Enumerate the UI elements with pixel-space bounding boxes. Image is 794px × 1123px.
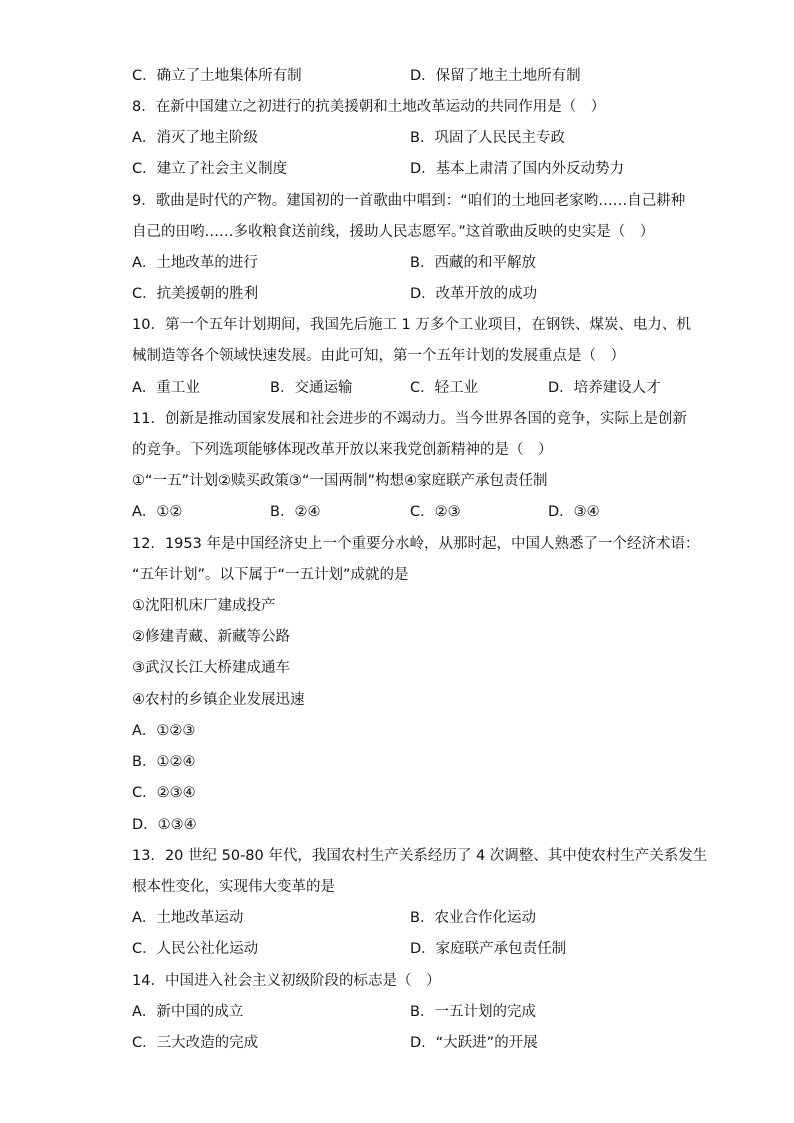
q7-option-d: D．保留了地主土地所有制 xyxy=(410,68,581,84)
q10-option-d: D．培养建设人才 xyxy=(548,380,661,396)
q10-option-c: C．轻工业 xyxy=(410,380,479,396)
q12-stem-line2: “五年计划”。以下属于“一五计划”成就的是 xyxy=(132,567,409,583)
q12-option-a: A．①②③ xyxy=(132,723,196,739)
q11-items: ①“一五”计划②赎买政策③“一国两制”构想④家庭联产承包责任制 xyxy=(132,473,548,489)
q13-option-d: D．家庭联产承包责任制 xyxy=(410,941,567,957)
q8-stem: 8．在新中国建立之初进行的抗美援朝和土地改革运动的共同作用是（ ） xyxy=(132,99,606,115)
q9-option-d: D．改革开放的成功 xyxy=(410,286,538,302)
q12-item-2: ②修建青藏、新藏等公路 xyxy=(132,629,290,645)
q14-stem: 14．中国进入社会主义初级阶段的标志是（ ） xyxy=(132,973,441,989)
q13-option-b: B．农业合作化运动 xyxy=(410,910,536,926)
q14-option-b: B．一五计划的完成 xyxy=(410,1004,536,1020)
q12-option-d: D．①③④ xyxy=(132,817,197,833)
q12-option-c: C．②③④ xyxy=(132,785,196,801)
q10-option-a: A．重工业 xyxy=(132,380,200,396)
q12-item-1: ①沈阳机床厂建成投产 xyxy=(132,598,276,614)
q8-option-d: D．基本上肃清了国内外反动势力 xyxy=(410,161,625,177)
q11-stem-line1: 11．创新是推动国家发展和社会进步的不竭动力。当今世界各国的竞争，实际上是创新 xyxy=(132,411,687,427)
q9-option-b: B．西藏的和平解放 xyxy=(410,255,536,271)
q9-stem-line1: 9．歌曲是时代的产物。建国初的一首歌曲中唱到：“咱们的土地回老家哟……自己耕种 xyxy=(132,193,686,209)
q13-option-a: A．土地改革运动 xyxy=(132,910,244,926)
q11-stem-line2: 的竞争。下列选项能够体现改革开放以来我党创新精神的是（ ） xyxy=(132,442,553,458)
q7-option-c: C．确立了土地集体所有制 xyxy=(132,68,302,84)
q10-stem-line2: 械制造等各个领域快速发展。由此可知，第一个五年计划的发展重点是（ ） xyxy=(132,348,625,364)
q9-stem-line2: 自己的田哟……多收粮食送前线，援助人民志愿军。”这首歌曲反映的史实是（ ） xyxy=(132,224,655,240)
q13-option-c: C．人民公社化运动 xyxy=(132,941,259,957)
q8-option-c: C．建立了社会主义制度 xyxy=(132,161,288,177)
q11-option-d: D．③④ xyxy=(548,504,600,520)
q11-option-c: C．②③ xyxy=(410,504,461,520)
q13-stem-line1: 13．20 世纪 50-80 年代，我国农村生产关系经历了 4 次调整、其中使农村生产关系发生 xyxy=(132,848,708,864)
q9-option-c: C．抗美援朝的胜利 xyxy=(132,286,259,302)
q14-option-a: A．新中国的成立 xyxy=(132,1004,244,1020)
q14-option-c: C．三大改造的完成 xyxy=(132,1035,259,1051)
q12-stem-line1: 12．1953 年是中国经济史上一个重要分水岭，从那时起，中国人熟悉了一个经济术语： xyxy=(132,536,700,552)
q14-option-d: D．“大跃进”的开展 xyxy=(410,1035,538,1051)
q12-item-3: ③武汉长江大桥建成通车 xyxy=(132,660,290,676)
q9-option-a: A．土地改革的进行 xyxy=(132,255,258,271)
q8-option-b: B．巩固了人民民主专政 xyxy=(410,130,565,146)
q8-option-a: A．消灭了地主阶级 xyxy=(132,130,258,146)
q11-option-a: A．①② xyxy=(132,504,183,520)
q10-option-b: B．交通运输 xyxy=(270,380,353,396)
q12-option-b: B．①②④ xyxy=(132,754,196,770)
q12-item-4: ④农村的乡镇企业发展迅速 xyxy=(132,692,305,708)
q11-option-b: B．②④ xyxy=(270,504,321,520)
q13-stem-line2: 根本性变化，实现伟大变革的是 xyxy=(132,879,335,895)
q10-stem-line1: 10．第一个五年计划期间，我国先后施工 1 万多个工业项目，在钢铁、煤炭、电力、机 xyxy=(132,317,691,333)
